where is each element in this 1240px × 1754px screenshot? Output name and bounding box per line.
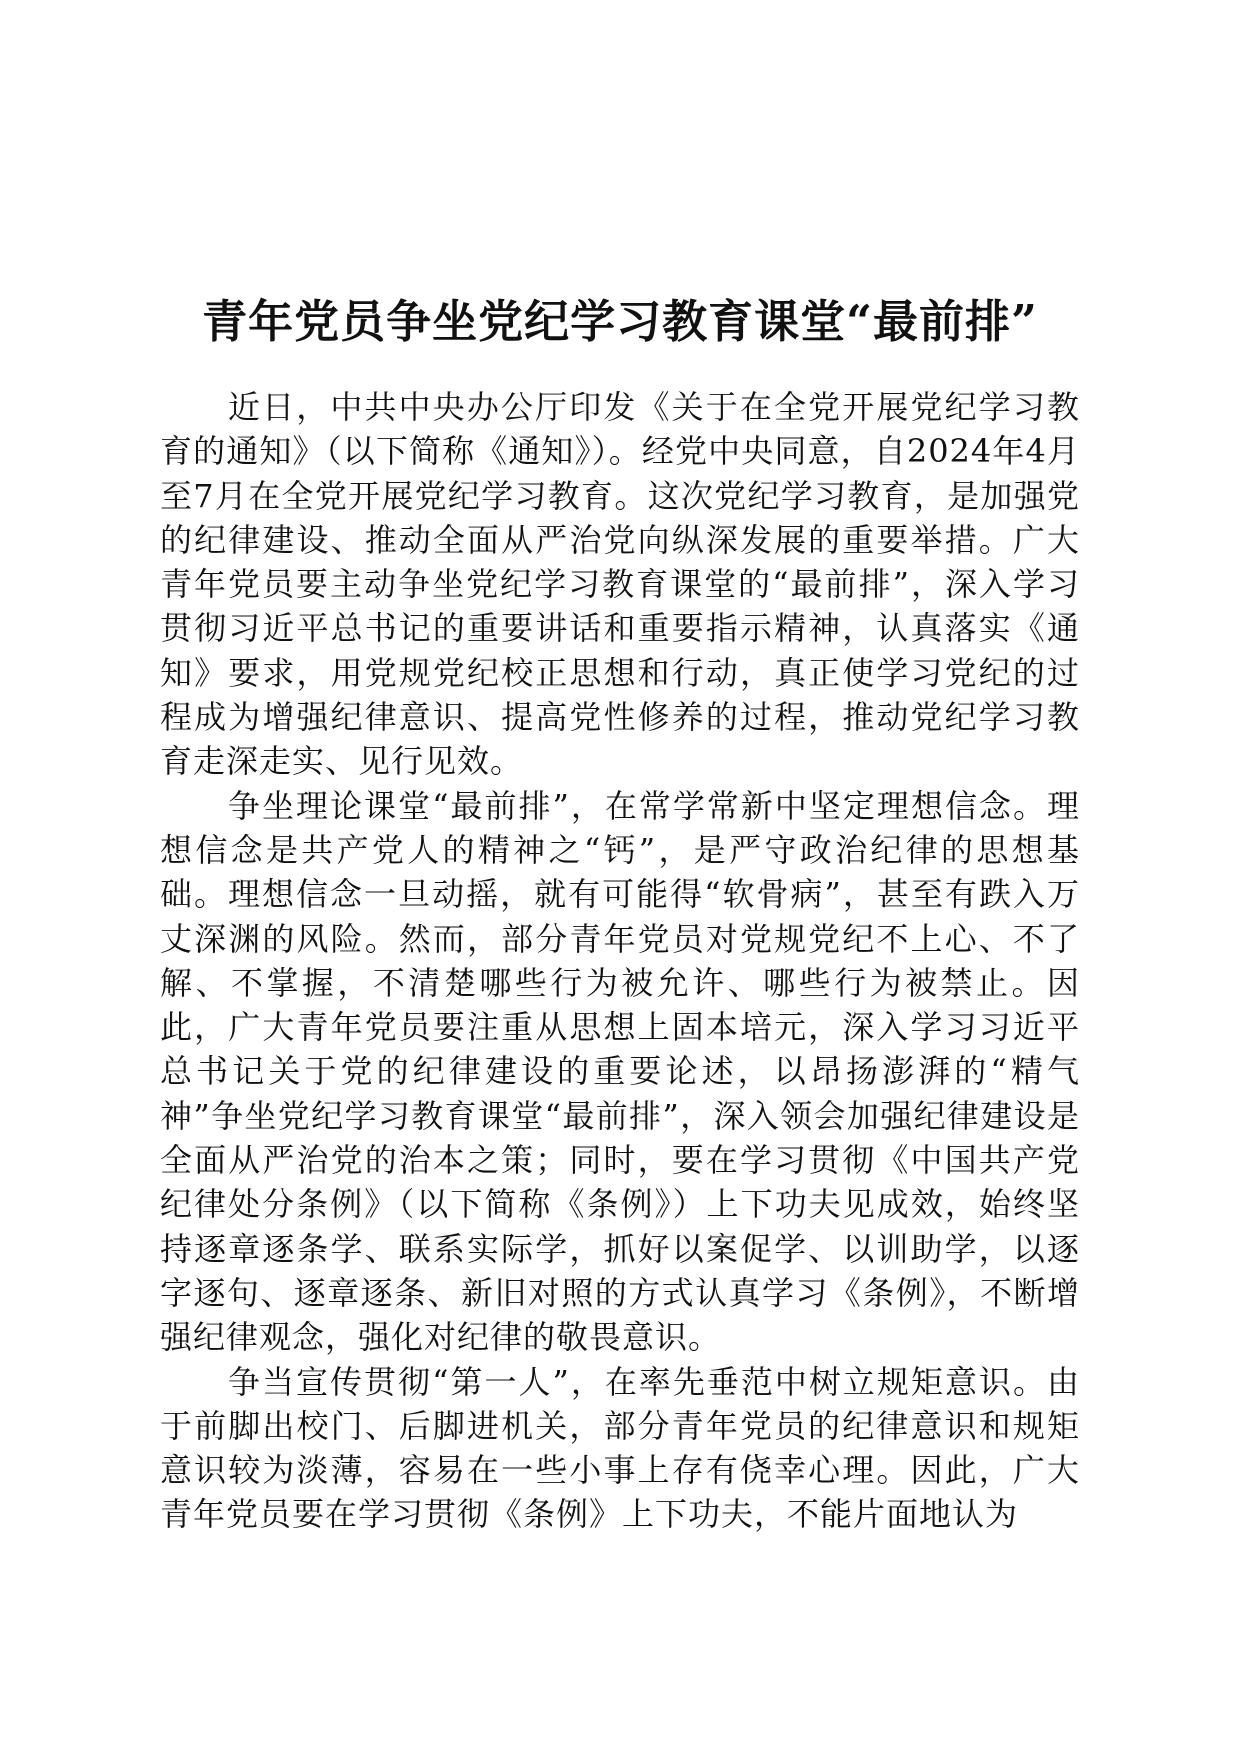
document-title: 青年党员争坐党纪学习教育课堂“最前排” (202, 295, 1038, 349)
paragraph-theory-classroom: 争坐理论课堂“最前排”，在常学常新中坚定理想信念。理想信念是共产党人的精神之“钙”，是严守政治纪律的思想基础。理想信念一旦动摇，就有可能得“软骨病”，甚至有跌入万丈深渊的风险。然而，部分青年党员对党规党纪不上心、不了解、不掌握，不清楚哪些行为被允许、哪些行为被禁止。因此，广大青年党员要注重从思想上固本培元，深入学习习近平总书记关于党的纪律建设的重要论述，以昂扬澎湃的“精气神”争坐党纪学习教育课堂“最前排”，深入领会加强纪律建设是全面从严治党的治本之策；同时，要在学习贯彻《中国共产党纪律处分条例》（以下简称《条例》）上下功夫见成效，始终坚持逐章逐条学、联系实际学，抓好以案促学、以训助学，以逐字逐句、逐章逐条、新旧对照的方式认真学习《条例》，不断增强纪律观念，强化对纪律的敬畏意识。 (160, 786, 1080, 1357)
document-body (160, 385, 1080, 1537)
paragraph-intro: 近日，中共中央办公厅印发《关于在全党开展党纪学习教育的通知》（以下简称《通知》）。经党中央同意，自2024年4月至7月在全党开展党纪学习教育。这次党纪学习教育，是加强党的纪律建设、推动全面从严治党向纵深发展的重要举措。广大青年党员要主动争坐党纪学习教育课堂的“最前排”，深入学习贯彻习近平总书记的重要讲话和重要指示精神，认真落实《通知》要求，用党规党纪校正思想和行动，真正使学习党纪的过程成为增强纪律意识、提高党性修养的过程，推动党纪学习教育走深走实、见行见效。 (160, 388, 1080, 781)
paragraph-publicity: 争当宣传贯彻“第一人”，在率先垂范中树立规矩意识。由于前脚出校门、后脚进机关，部分青年党员的纪律意识和规矩意识较为淡薄，容易在一些小事上存有侥幸心理。因此，广大青年党员要在学习贯彻《条例》上下功夫，不能片面地认为 (160, 1362, 1080, 1534)
